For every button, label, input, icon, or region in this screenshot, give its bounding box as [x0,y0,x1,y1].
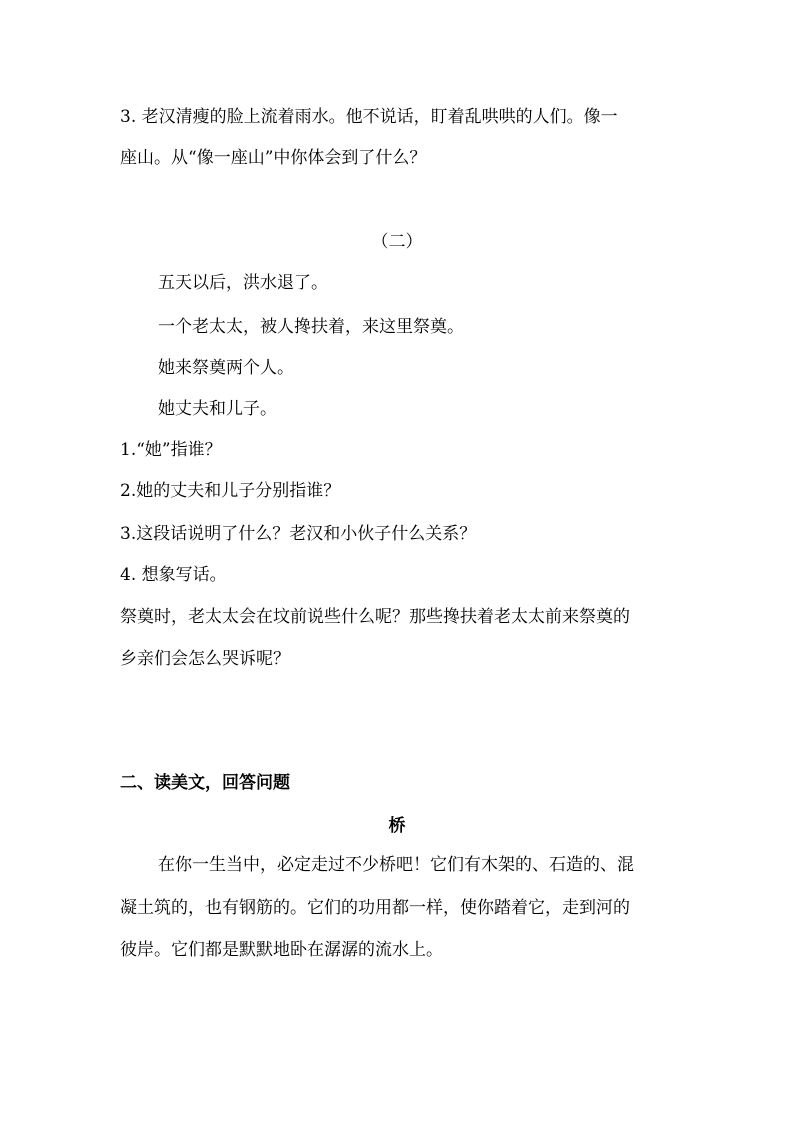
section-2-heading: 二、读美文，回答问题 [120,773,290,793]
question-3-line-1: 3. 老汉清瘦的脸上流着雨水。他不说话，盯着乱哄哄的人们。像一 [120,107,618,127]
part-2-title: （二） [371,232,423,252]
writing-prompt-line-2: 乡亲们会怎么哭诉呢？ [120,649,290,669]
article-text-line: 凝土筑的，也有钢筋的。它们的功用都一样，使你踏着它，走到河的 [120,898,630,918]
article-text-line: 彼岸。它们都是默默地卧在潺潺的流水上。 [120,940,443,960]
question-3-line-2: 座山。从“像一座山”中你体会到了什么？ [120,148,427,168]
passage-paragraph: 她丈夫和儿子。 [158,399,277,419]
article-title: 桥 [388,816,406,836]
question-item: 1.“她”指谁？ [120,440,222,460]
question-item: 2.她的丈夫和儿子分别指谁？ [120,481,341,501]
passage-paragraph: 一个老太太，被人搀扶着，来这里祭奠。 [158,317,464,337]
question-item: 3.这段话说明了什么？老汉和小伙子什么关系？ [120,524,477,544]
question-item: 4. 想象写话。 [120,565,227,585]
passage-paragraph: 她来祭奠两个人。 [158,358,294,378]
writing-prompt-line-1: 祭奠时，老太太会在坟前说些什么呢？那些搀扶着老太太前来祭奠的 [120,607,630,627]
article-text-line: 在你一生当中，必定走过不少桥吧！它们有木架的、石造的、混 [158,855,634,875]
passage-paragraph: 五天以后，洪水退了。 [158,273,328,293]
